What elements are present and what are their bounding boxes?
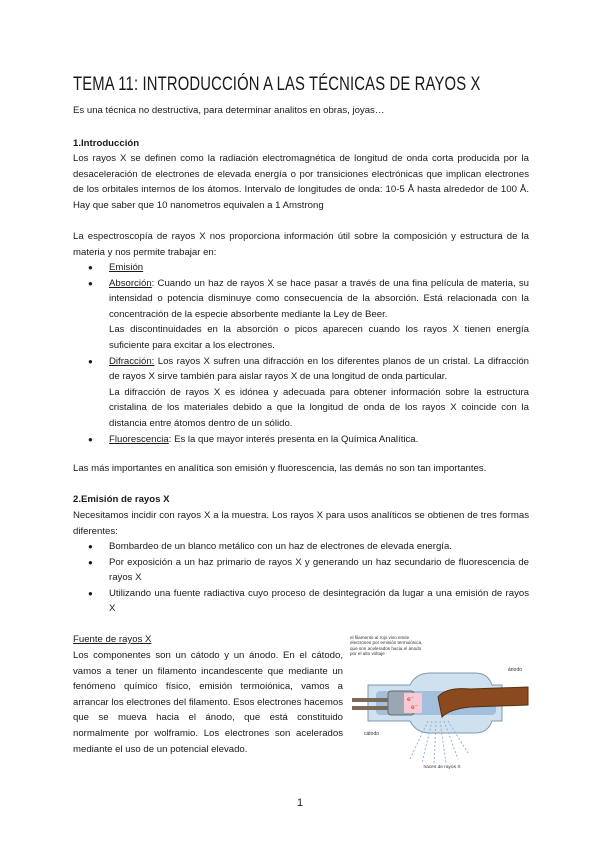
list-item: ● Utilizando una fuente radiactiva cuyo proceso de desintegración da lugar a una emisión de rayos X bbox=[73, 586, 529, 617]
intro-text: Es una técnica no destructiva, para determinar analitos en obras, joyas… bbox=[73, 105, 385, 116]
beams-label: haces de rayos X bbox=[423, 765, 461, 770]
item-label: Difracción: bbox=[109, 355, 155, 367]
section-2-paragraph-1: Necesitamos incidir con rayos X a la muestra. Los rayos X para usos analíticos se obtienen de tres formas diferentes: bbox=[73, 510, 529, 537]
cathode-rod bbox=[352, 706, 390, 710]
item-label: Absorción bbox=[109, 277, 152, 289]
section-2-paragraph-2: Los componentes son un cátodo y un ánodo. En el cátodo, vamos a tener un filamento incandescente que mediante un fenómeno químico físico, emisión termoiónica, vamos a arrancar los electrones del filamento. Esos electrones hacemos que se mueva hacia el ánodo, que está constituido normalmente por wolframio. Los electrones son acelerados mediante el uso de un potencial elevado. bbox=[73, 650, 343, 755]
item-extra: La difracción de rayos X es idónea y adecuada para obtener información sobre la estructura cristalina de los materiales debido a que la longitud de onda de los rayos X coincide con la distancia entre átomos dentro de un sólido. bbox=[109, 386, 529, 429]
list-item: ● Fluorescencia: Es la que mayor interés presenta en la Química Analítica. bbox=[73, 432, 529, 448]
item-extra: Las discontinuidades en la absorción o picos aparecen cuando los rayos X tienen energía suficiente para excitar a los electrones. bbox=[109, 324, 529, 351]
item-label: Fluorescencia bbox=[109, 433, 169, 445]
list-item: ● Por exposición a un haz primario de rayos X y generando un haz secundario de fluorescencia de rayos X bbox=[73, 555, 529, 586]
list-item bbox=[73, 260, 529, 276]
section-1-paragraph-3: Las más importantes en analítica son emisión y fluorescencia, las demás no son tan importantes. bbox=[73, 463, 487, 474]
subheading-fuente: Fuente de rayos X bbox=[73, 634, 152, 645]
technique-list bbox=[73, 260, 529, 447]
section-1-paragraph-2: La espectroscopía de rayos X nos proporciona información útil sobre la composición y estructura de la materia y nos permite trabajar en: bbox=[73, 231, 529, 258]
emission-list bbox=[73, 539, 529, 617]
cathode-rod bbox=[352, 698, 390, 702]
item-label: Emisión bbox=[109, 262, 144, 273]
electrons-icon: e⁻ bbox=[411, 704, 418, 711]
xray-tube-figure bbox=[350, 635, 530, 780]
anode-label: ánodo bbox=[508, 667, 522, 673]
list-item: ● Difracción: Los rayos X sufren una difracción en los diferentes planos de un cristal. La difracción de rayos X sirve también para aislar rayos X de una longitud de onda particular. La difracción de rayos X es idónea y adecuada para obtener información sobre la estructura cristalina de los materiales debido a que la longitud de onda de los rayos X coincide con la distancia entre átomos dentro de un sólido. bbox=[73, 354, 529, 432]
electrons-icon: e⁻ bbox=[407, 696, 414, 703]
page-title: TEMA 11: INTRODUCCIÓN A LAS TÉCNICAS DE RAYOS X bbox=[73, 74, 481, 95]
cathode-label: cátodo bbox=[364, 731, 380, 737]
section-1-heading: 1.Introducción bbox=[73, 138, 140, 149]
section-2-heading: 2.Emisión de rayos X bbox=[73, 494, 170, 505]
section-1-paragraph-1: Los rayos X se definen como la radiación electromagnética de longitud de onda corta producida por la desaceleración de electrones de elevada energía o por transiciones electrónicas que implican electrones de los orbitales internos de los átomos. Intervalo de longitudes de onda: 10-5 Å hasta alrededor de 100 Å. Hay que saber que 10 nanometros equivalen a 1 Amstrong bbox=[73, 153, 529, 211]
page-number: 1 bbox=[296, 797, 304, 809]
list-item: ● Bombardeo de un blanco metálico con un haz de electrones de elevada energía. bbox=[73, 539, 529, 555]
list-item: ● Absorción: Cuando un haz de rayos X se hace pasar a través de una fina película de materia, su intensidad o potencia disminuye como consecuencia de la absorción. Está relacionada con la concentración de la especie absorbente mediante la Ley de Beer. Las discontinuidades en la absorción o picos aparecen cuando los rayos X tienen energía suficiente para excitar a los electrones. bbox=[73, 276, 529, 354]
figure-caption-top: el filamento al rojo vivo emite electrones por emisión termoiónica, que son acelerados hacia el ánodo por el alto voltaje bbox=[350, 635, 423, 657]
